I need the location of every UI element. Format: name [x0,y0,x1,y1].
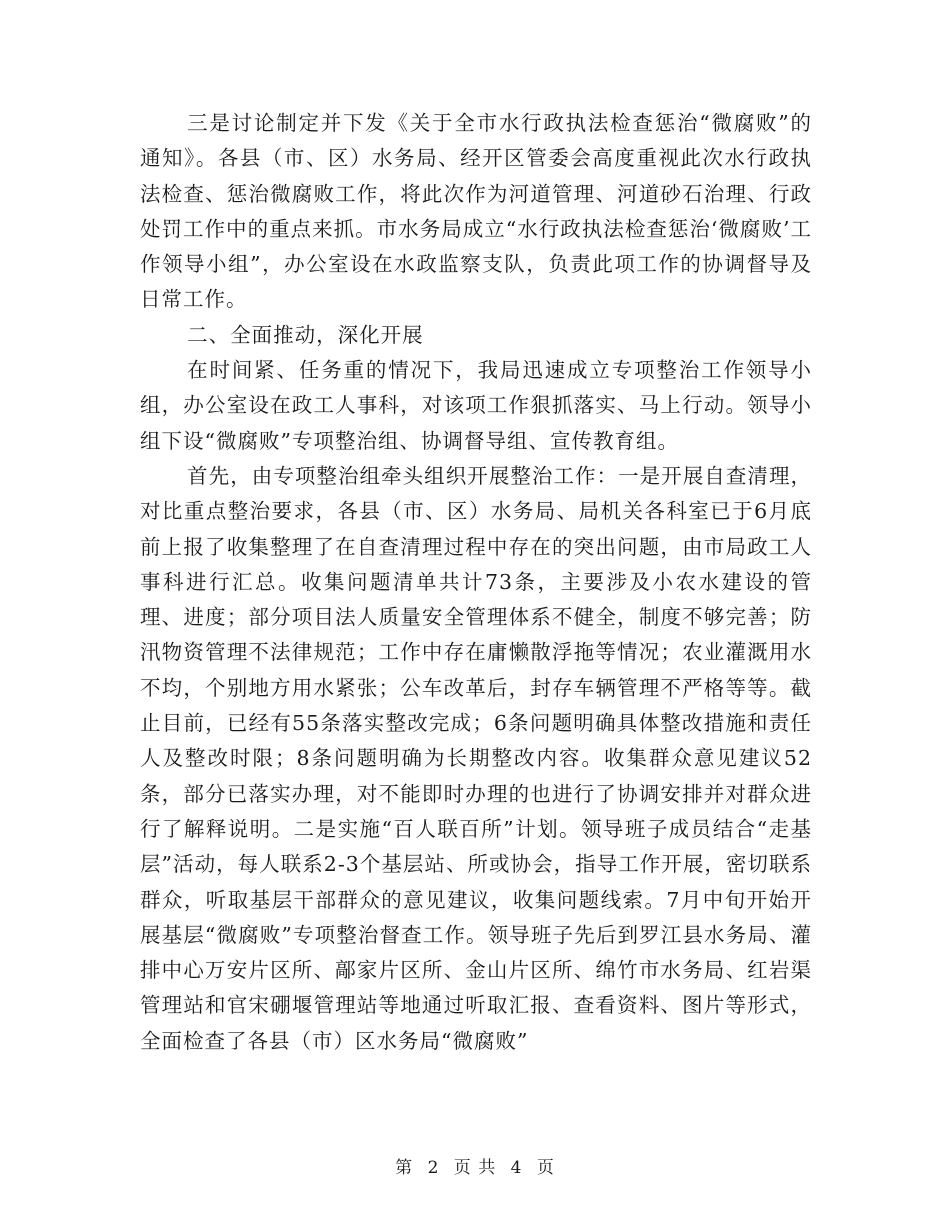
footer-total-pages: 4 [510,1158,523,1178]
paragraph-implementation-third: 三是讨论制定并下发《关于全市水行政执法检查惩治“微腐败”的通知》。各县（市、区）水务局、经开区管委会高度重视此次水行政执法检查、惩治微腐败工作，将此次作为河道管理、河道砂石治理、行政处罚工作中的重点来抓。市水务局成立“水行政执法检查惩治‘微腐败’工作领导小组”，办公室设在水政监察支队，负责此项工作的协调督导及日常工作。 [140,111,812,312]
document-body [140,106,812,1059]
page-footer [0,1153,950,1178]
paragraph-rectification-work: 首先，由专项整治组牵头组织开展整治工作：一是开展自查清理，对比重点整治要求，各县（市、区）水务局、局机关各科室已于6月底前上报了收集整理了在自查清理过程中存在的突出问题，由市局政工人事科进行汇总。收集问题清单共计73条，主要涉及小农水建设的管理、进度；部分项目法人质量安全管理体系不健全，制度不够完善；防汛物资管理不法律规范；工作中存在庸懒散浮拖等情况；农业灌溉用水不均，个别地方用水紧张；公车改革后，封存车辆管理不严格等等。截止目前，已经有55条落实整改完成；6条问题明确具体整改措施和责任人及整改时限；8条问题明确为长期整改内容。收集群众意见建议52条，部分已落实办理，对不能即时办理的也进行了协调安排并对群众进行了解释说明。二是实施“百人联百所”计划。领导班子成员结合“走基层”活动，每人联系2-3个基层站、所或协会，指导工作开展，密切联系群众，听取基层干部群众的意见建议，收集问题线索。7月中旬开始开展基层“微腐败”专项整治督查工作。领导班子先后到罗江县水务局、灌排中心万安片区所、鄗家片区所、金山片区所、绵竹市水务局、红岩渠管理站和官宋硼堰管理站等地通过听取汇报、查看资料、图片等形式，全面检查了各县（市）区水务局“微腐败” [140,463,812,1053]
paragraph-leading-group: 在时间紧、任务重的情况下，我局迅速成立专项整治工作领导小组，办公室设在政工人事科，对该项工作狠抓落实、马上行动。领导小组下设“微腐败”专项整治组、协调督导组、宣传教育组。 [140,358,812,453]
footer-middle: 页 共 [453,1158,497,1178]
footer-suffix: 页 [536,1158,555,1178]
footer-prefix: 第 [395,1158,414,1178]
section-heading: 二、全面推动，深化开展 [187,322,424,347]
footer-page-number: 2 [427,1158,440,1178]
